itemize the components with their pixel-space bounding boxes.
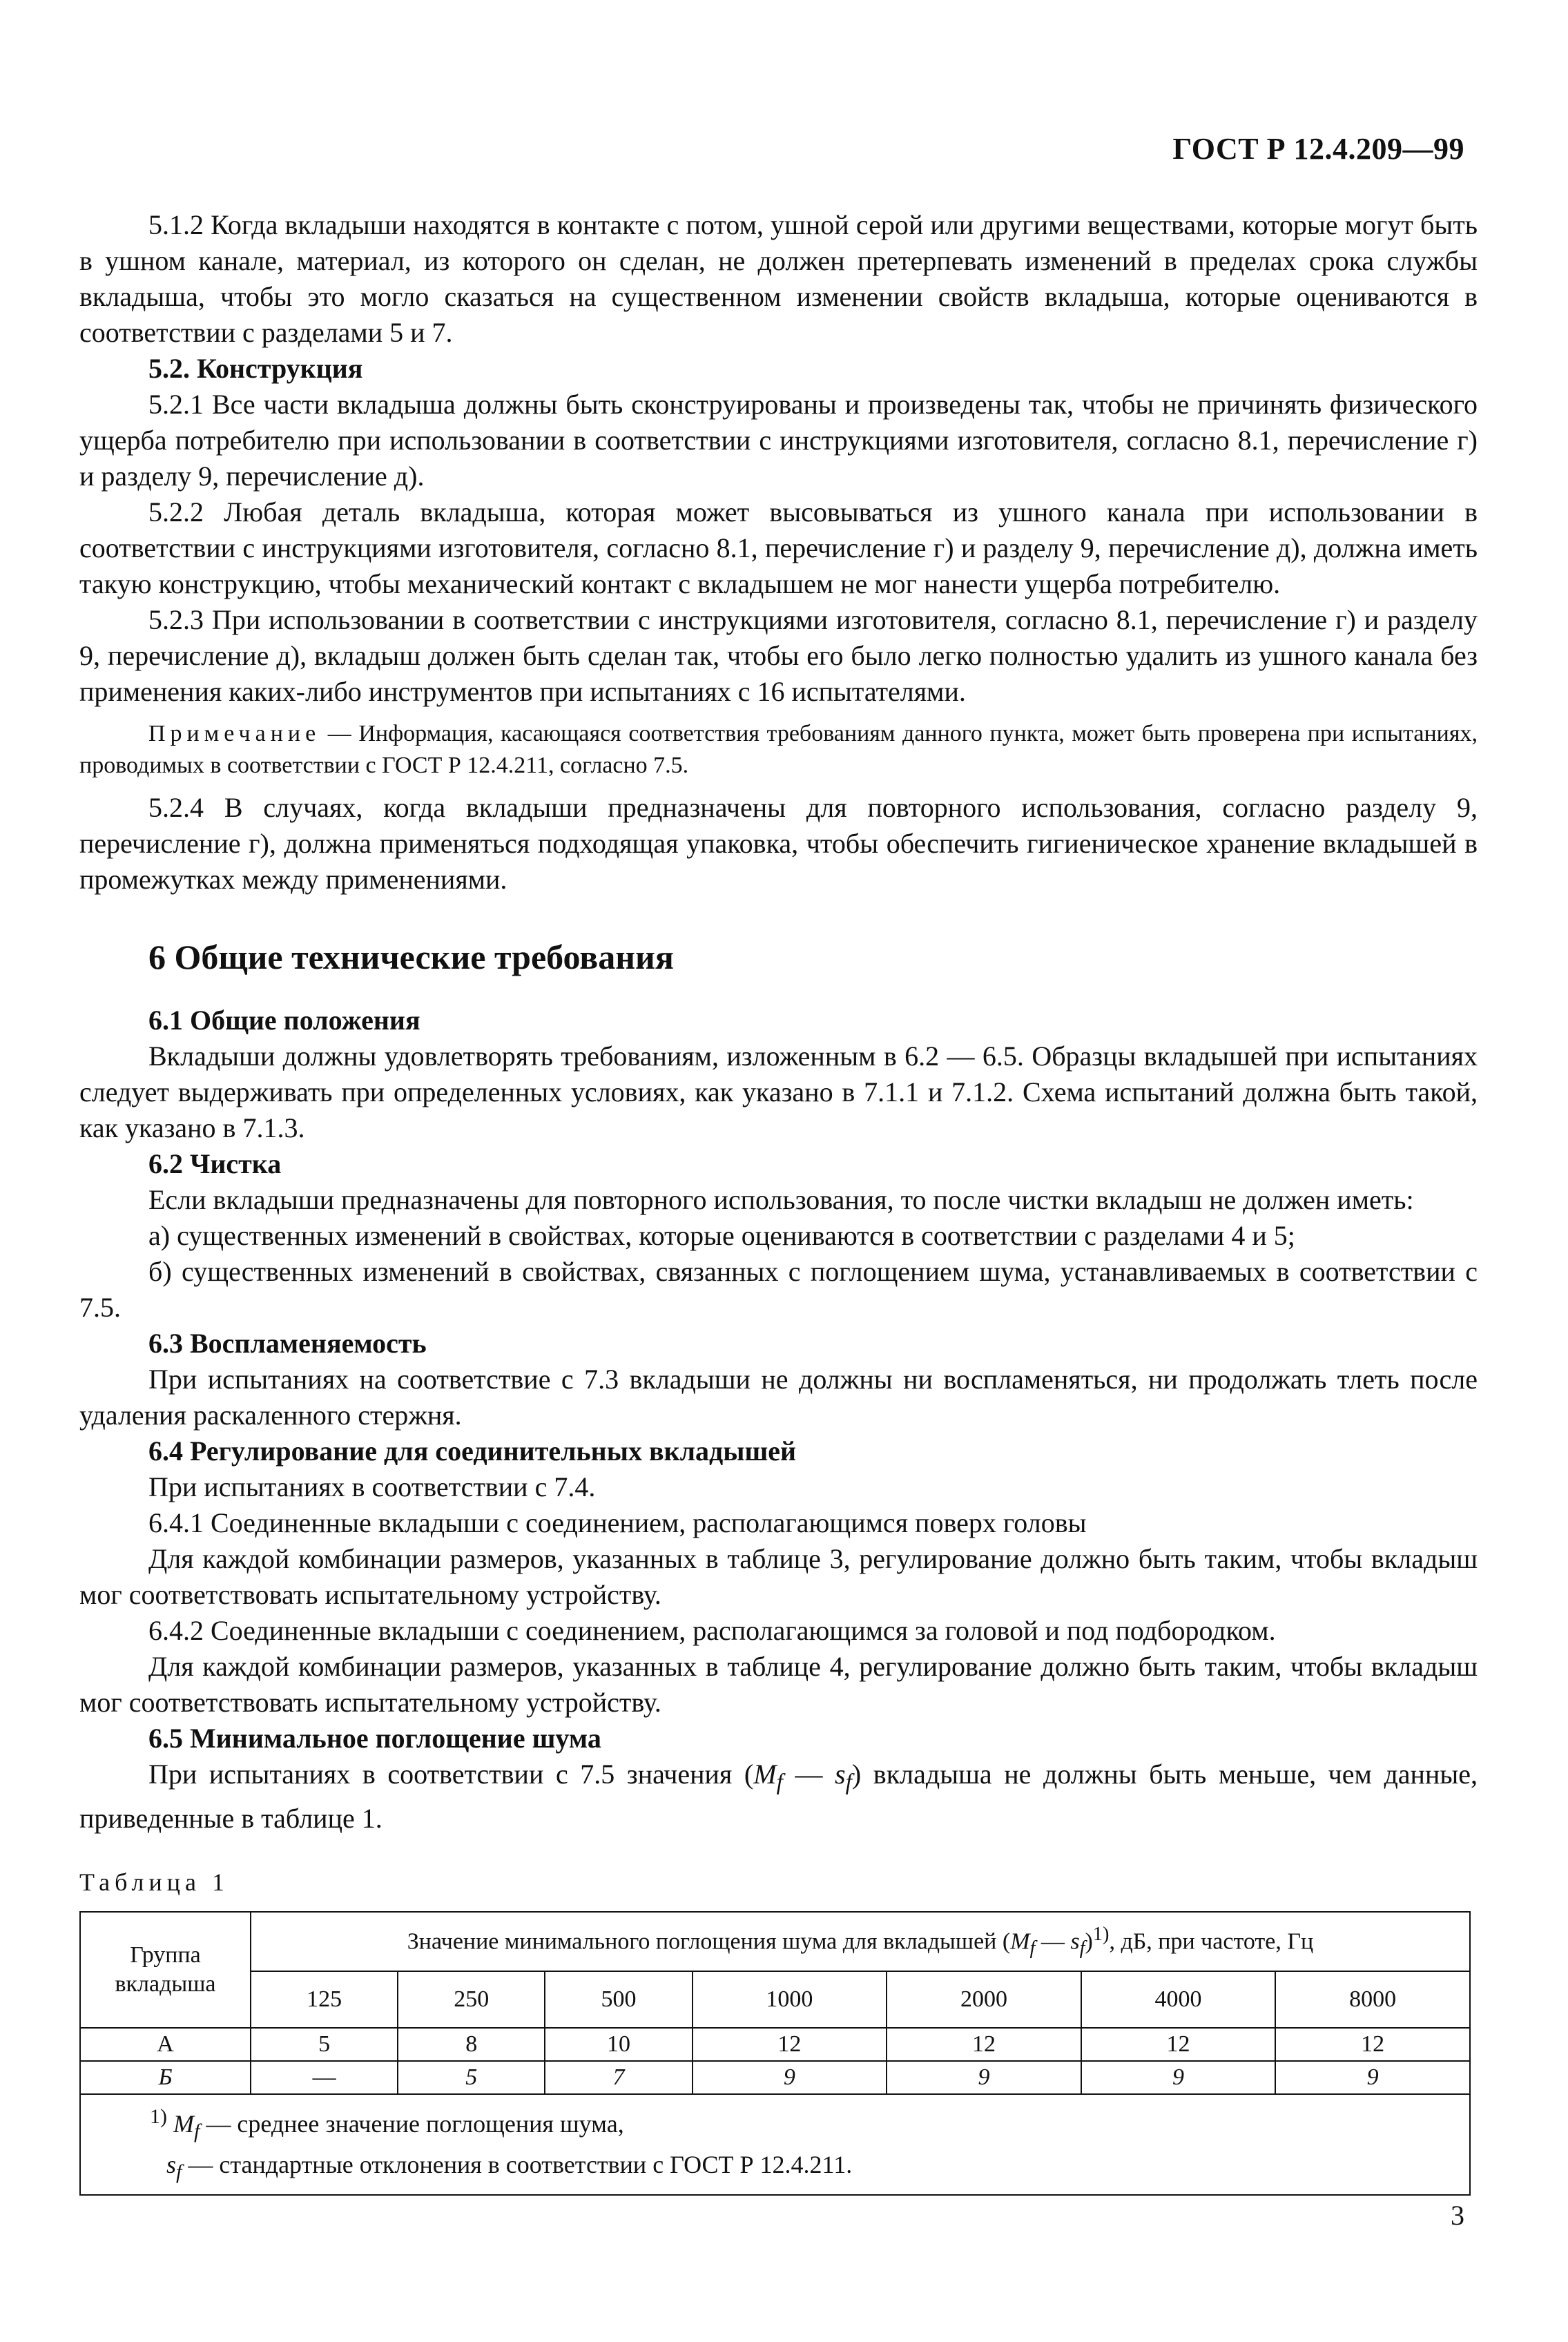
paragraph-6-4-1: 6.4.1 Соединенные вкладыши с соединением, располагающимся поверх головы (148, 1507, 1087, 1538)
p65-m: M (753, 1759, 777, 1790)
p65-f: f (776, 1770, 783, 1795)
page-number: 3 (1451, 2200, 1464, 2231)
p65-post: ) вкладыша не должны быть меньше, чем данные, приведенные в таблице 1. (79, 1759, 1478, 1834)
freq-8000: 8000 (1275, 1971, 1470, 2028)
row-group: Б (80, 2061, 251, 2094)
span-f: f (1029, 1937, 1036, 1959)
section-6-heading: 6 Общие технические требования (148, 938, 674, 976)
heading-5-2: 5.2. Конструкция (148, 353, 363, 384)
noise-absorption-table (79, 1911, 1471, 2196)
paragraph-6-4-2b: Для каждой комбинации размеров, указанных в таблице 4, регулирование должно быть таким, чтобы вкладыш мог соответствовать испытательному устройству. (79, 1651, 1478, 1718)
paragraph-6-2: Если вкладыши предназначены для повторного использования, то после чистки вкладыш не должен иметь: (148, 1184, 1414, 1215)
note-paragraph (79, 718, 1478, 782)
note-label: Примечание (148, 721, 321, 746)
paragraph-6-4-2: 6.4.2 Соединенные вкладыши с соединением, располагающимся за головой и под подбородком. (148, 1615, 1276, 1646)
freq-250: 250 (398, 1971, 545, 2028)
table-cell: — (251, 2061, 398, 2094)
foot-f2: f (176, 2160, 182, 2184)
row-group: А (80, 2028, 251, 2061)
group-header: Группа вкладыша (80, 1912, 251, 2028)
foot-text-1: — среднее значение поглощения шума, (200, 2110, 624, 2138)
table-footnote (80, 2094, 1470, 2195)
foot-m: M (173, 2110, 194, 2138)
paragraph-6-3: При испытаниях на соответствие с 7.3 вкладыши не должны ни воспламеняться, ни продолжать тлеть после удаления раскаленного стержня. (79, 1364, 1478, 1431)
table-cell: 8 (398, 2028, 545, 2061)
paragraph-5-1-2: 5.1.2 Когда вкладыши находятся в контакте с потом, ушной серой или другими веществами, которые могут быть в ушном канале, материал, из которого он сделан, не должен претерпевать изменений в пределах срока службы вкладыша, чтобы это могло сказаться на существенном изменении свойств вкладыша, которые оцениваются в соответствии с разделами 5 и 7. (79, 209, 1478, 348)
paragraph-6-1: Вкладыши должны удовлетворять требованиям, изложенным в 6.2 — 6.5. Образцы вкладышей при испытаниях следует выдерживать при определенных условиях, как указано в 7.1.1 и 7.1.2. Схема испытаний должна быть такой, как указано в 7.1.3. (79, 1041, 1478, 1143)
table-cell: 12 (1275, 2028, 1470, 2061)
table-caption: Таблица 1 (79, 1868, 229, 1896)
p65-s: s (835, 1759, 846, 1790)
span-pre: Значение минимального поглощения шума для вкладышей ( (407, 1928, 1011, 1955)
footnote-line-1 (150, 2100, 1469, 2148)
table-cell: 5 (251, 2028, 398, 2061)
heading-6-3: 6.3 Воспламеняемость (148, 1328, 427, 1359)
p65-f2: f (845, 1770, 852, 1795)
span-header (251, 1912, 1470, 1971)
table-header-row (80, 1912, 1470, 1971)
table-cell: 12 (887, 2028, 1081, 2061)
freq-125: 125 (251, 1971, 398, 2028)
table-row (80, 2061, 1470, 2094)
table-cell: 9 (887, 2061, 1081, 2094)
paragraph-6-2-b: б) существенных изменений в свойствах, связанных с поглощением шума, устанавливаемых в соответствии с 7.5. (79, 1256, 1478, 1323)
span-f2: f (1079, 1937, 1085, 1959)
heading-6-2: 6.2 Чистка (148, 1148, 282, 1179)
span-post: , дБ, при частоте, Гц (1109, 1928, 1314, 1955)
span-m: M (1010, 1928, 1030, 1955)
note-text: — Информация, касающаяся соответствия требованиям данного пункта, может быть проверена при испытаниях, проводимых в соответствии с ГОСТ Р 12.4.211, согласно 7.5. (79, 721, 1478, 778)
paragraph-6-5 (79, 1756, 1478, 1837)
freq-500: 500 (545, 1971, 692, 2028)
heading-6-5: 6.5 Минимальное поглощение шума (148, 1723, 601, 1754)
table-cell: 12 (693, 2028, 887, 2061)
frequency-row (80, 1971, 1470, 2028)
heading-6-1: 6.1 Общие положения (148, 1005, 420, 1036)
table-cell: 12 (1081, 2028, 1276, 2061)
span-s: s (1070, 1928, 1080, 1955)
span-sup: 1) (1092, 1923, 1110, 1945)
table-cell: 5 (398, 2061, 545, 2094)
p65-pre: При испытаниях в соответствии с 7.5 значения ( (148, 1759, 754, 1790)
foot-sup: 1) (150, 2105, 167, 2128)
table-cell: 7 (545, 2061, 692, 2094)
paragraph-6-2-a: а) существенных изменений в свойствах, которые оцениваются в соответствии с разделами 4 и 5; (148, 1220, 1295, 1251)
table-footnote-row (80, 2094, 1470, 2195)
table-cell: 10 (545, 2028, 692, 2061)
paragraph-5-2-2: 5.2.2 Любая деталь вкладыша, которая может высовываться из ушного канала при использовании в соответствии с инструкциями изготовителя, согласно 8.1, перечисление г) и разделу 9, перечисление д), должна иметь такую конструкцию, чтобы механический контакт с вкладышем не мог нанести ущерба потребителю. (79, 496, 1478, 599)
p65-dash: — (782, 1759, 835, 1790)
freq-4000: 4000 (1081, 1971, 1276, 2028)
paragraph-5-2-1: 5.2.1 Все части вкладыша должны быть сконструированы и произведены так, чтобы не причинять физического ущерба потребителю при использовании в соответствии с инструкциями изготовителя, согласно 8.1, перечисление г) и разделу 9, перечисление д). (79, 389, 1478, 492)
foot-s: s (166, 2151, 177, 2179)
foot-text-2: — стандартные отклонения в соответствии с ГОСТ Р 12.4.211. (182, 2151, 853, 2179)
paragraph-5-2-4: 5.2.4 В случаях, когда вкладыши предназначены для повторного использования, согласно разделу 9, перечисление г), должна применяться подходящая упаковка, чтобы обеспечить гигиеническое хранение вкладышей в промежутках между применениями. (79, 792, 1478, 895)
table-row (80, 2028, 1470, 2061)
paragraph-6-4-1b: Для каждой комбинации размеров, указанных в таблице 3, регулирование должно быть таким, чтобы вкладыш мог соответствовать испытательному устройству. (79, 1543, 1478, 1610)
heading-6-4: 6.4 Регулирование для соединительных вкладышей (148, 1435, 797, 1467)
table-cell: 9 (1275, 2061, 1470, 2094)
freq-2000: 2000 (887, 1971, 1081, 2028)
paragraph-5-2-3: 5.2.3 При использовании в соответствии с инструкциями изготовителя, согласно 8.1, перечисление г) и разделу 9, перечисление д), вкладыш должен быть сделан так, чтобы его было легко полностью удалить из ушного канала без применения каких-либо инструментов при испытаниях с 16 испытателями. (79, 604, 1478, 707)
table-cell: 9 (1081, 2061, 1276, 2094)
span-close: ) (1085, 1928, 1093, 1955)
footnote-line-2 (150, 2148, 1469, 2189)
foot-f: f (194, 2120, 200, 2143)
freq-1000: 1000 (693, 1971, 887, 2028)
doc-code-header: ГОСТ Р 12.4.209—99 (1172, 132, 1464, 166)
page-content (79, 207, 1478, 2196)
span-dash: — (1035, 1928, 1071, 1955)
table-cell: 9 (693, 2061, 887, 2094)
paragraph-6-4: При испытаниях в соответствии с 7.4. (148, 1471, 596, 1502)
